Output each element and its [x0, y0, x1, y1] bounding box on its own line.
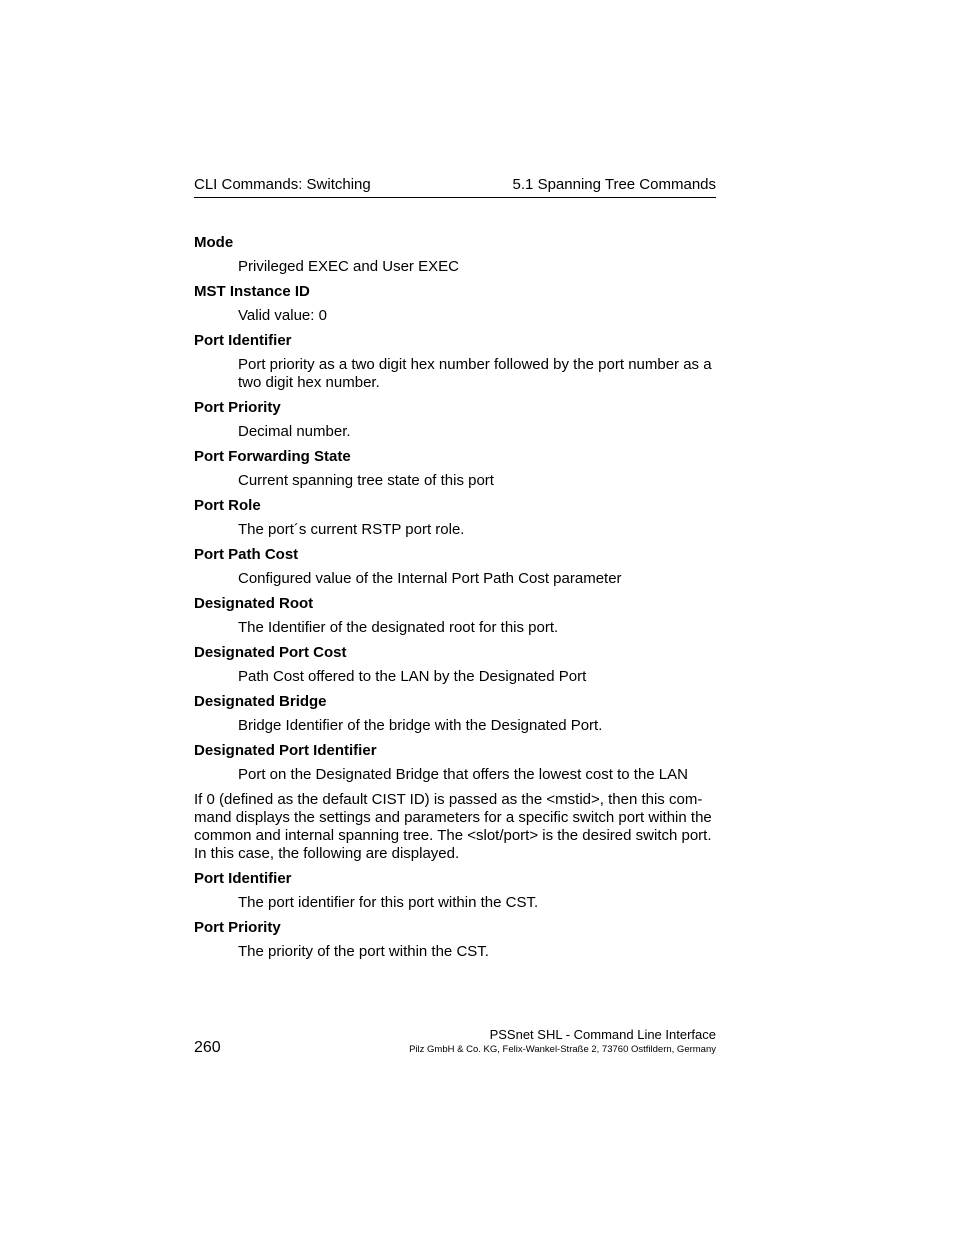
- desc-designated-root: The Identifier of the designated root for this port.: [238, 619, 559, 636]
- desc-mst-instance-id: Valid value: 0: [238, 307, 327, 324]
- desc-designated-bridge: Bridge Identifier of the bridge with the Designated Port.: [238, 717, 603, 734]
- desc-port-identifier: Port priority as a two digit hex number followed by the port number as a two digit hex number.: [238, 356, 712, 391]
- desc-designated-port-identifier: Port on the Designated Bridge that offers the lowest cost to the LAN: [238, 766, 688, 783]
- desc-port-forwarding-state: Current spanning tree state of this port: [238, 472, 494, 489]
- term-mst-instance-id: MST Instance ID: [194, 283, 310, 300]
- term-cst-port-priority: Port Priority: [194, 919, 281, 936]
- desc-cst-port-identifier: The port identifier for this port within the CST.: [238, 894, 539, 911]
- page-number: 260: [194, 1039, 221, 1056]
- term-cst-port-identifier: Port Identifier: [194, 870, 292, 887]
- term-port-identifier: Port Identifier: [194, 332, 292, 349]
- desc-port-path-cost: Configured value of the Internal Port Path Cost parameter: [238, 570, 622, 587]
- desc-designated-port-cost: Path Cost offered to the LAN by the Designated Port: [238, 668, 587, 685]
- desc-port-role: The port´s current RSTP port role.: [238, 521, 465, 538]
- desc-mode: Privileged EXEC and User EXEC: [238, 258, 459, 275]
- term-designated-port-identifier: Designated Port Identifier: [194, 742, 377, 759]
- desc-port-priority: Decimal number.: [238, 423, 351, 440]
- header-chapter: CLI Commands: Switching: [194, 176, 371, 193]
- header-section: 5.1 Spanning Tree Commands: [512, 176, 716, 193]
- term-port-forwarding-state: Port Forwarding State: [194, 448, 351, 465]
- term-designated-root: Designated Root: [194, 595, 314, 612]
- term-port-path-cost: Port Path Cost: [194, 546, 299, 563]
- cist-paragraph: If 0 (defined as the default CIST ID) is passed as the <mstid>, then this com-mand displays the settings and parameters for a specific switch port within the common and internal spanning tree. The <slot/port> is the desired switch port. In this case, the following are displayed.: [194, 791, 712, 862]
- footer-doc-title: PSSnet SHL - Command Line Interface: [489, 1027, 716, 1042]
- desc-cst-port-priority: The priority of the port within the CST.: [238, 943, 489, 960]
- page-header: [194, 176, 716, 198]
- term-port-role: Port Role: [194, 497, 261, 514]
- main-content: [194, 234, 716, 968]
- term-mode: Mode: [194, 234, 234, 251]
- footer-company-address: Pilz GmbH & Co. KG, Felix-Wankel-Straße 2, 73760 Ostfildern, Germany: [409, 1044, 716, 1055]
- term-designated-port-cost: Designated Port Cost: [194, 644, 347, 661]
- term-port-priority: Port Priority: [194, 399, 281, 416]
- term-designated-bridge: Designated Bridge: [194, 693, 327, 710]
